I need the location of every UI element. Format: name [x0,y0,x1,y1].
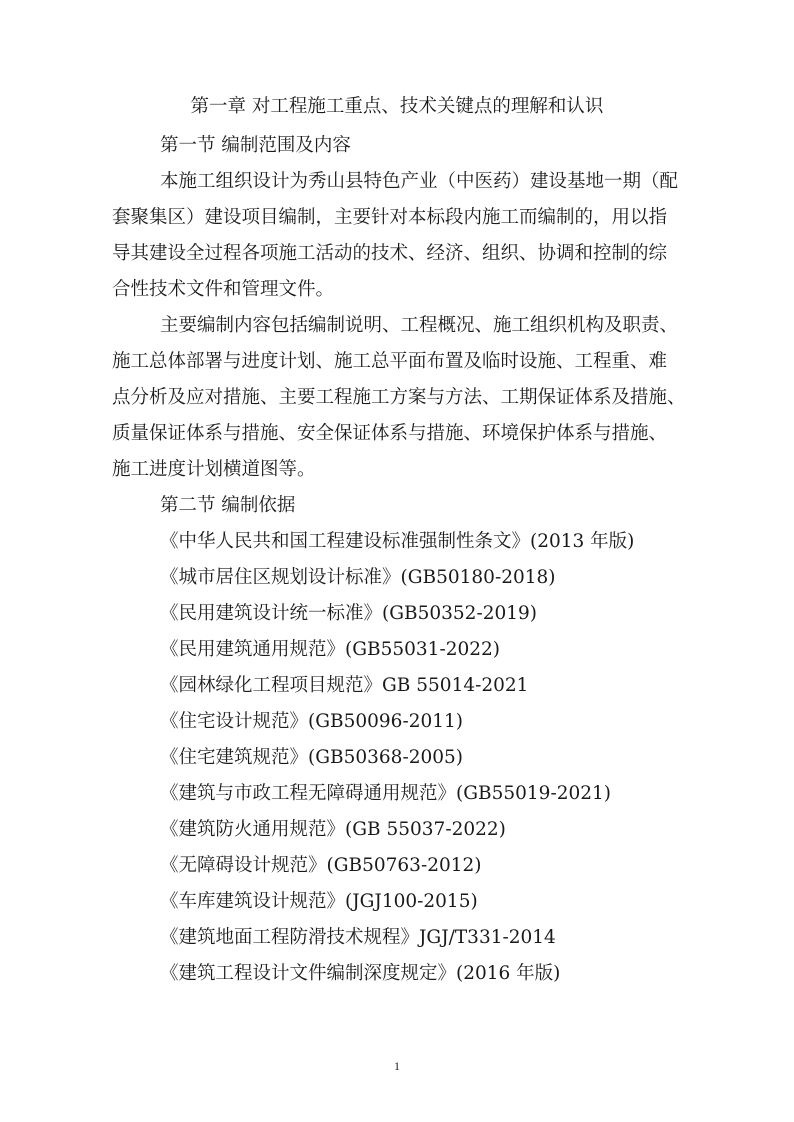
reference-item: 《住宅建筑规范》(GB50368-2005) [160,747,463,768]
reference-item: 《民用建筑设计统一标准》(GB50352-2019) [160,603,537,624]
reference-item: 《无障碍设计规范》(GB50763-2012) [160,855,482,876]
reference-item: 《民用建筑通用规范》(GB55031-2022) [160,639,500,660]
reference-item: 《建筑防火通用规范》(GB 55037-2022) [160,819,506,840]
paragraph-line: 套聚集区）建设项目编制，主要针对本标段内施工而编制的，用以指 [112,207,668,228]
reference-item: 《建筑工程设计文件编制深度规定》(2016 年版) [160,963,561,984]
paragraph-line: 本施工组织设计为秀山县特色产业（中医药）建设基地一期（配 [160,171,679,192]
reference-item: 《中华人民共和国工程建设标准强制性条文》(2013 年版) [160,531,635,552]
reference-item: 《城市居住区规划设计标准》(GB50180-2018) [160,567,556,588]
reference-item: 《建筑地面工程防滑技术规程》JGJ/T331-2014 [160,927,556,948]
reference-item: 《园林绿化工程项目规范》GB 55014-2021 [160,675,529,696]
paragraph-line: 质量保证体系与措施、安全保证体系与措施、环境保护体系与措施、 [112,423,668,444]
paragraph-line: 导其建设全过程各项施工活动的技术、经济、组织、协调和控制的综 [112,243,668,264]
chapter-title: 第一章 对工程施工重点、技术关键点的理解和认识 [190,96,604,117]
paragraph-line: 施工总体部署与进度计划、施工总平面布置及临时设施、工程重、难 [112,351,668,372]
paragraph-line: 施工进度计划横道图等。 [112,459,316,480]
reference-item: 《车库建筑设计规范》(JGJ100-2015) [160,891,478,912]
reference-item: 《建筑与市政工程无障碍通用规范》(GB55019-2021) [160,783,611,804]
paragraph-line: 点分析及应对措施、主要工程施工方案与方法、工期保证体系及措施、 [112,387,686,408]
reference-item: 《住宅设计规范》(GB50096-2011) [160,711,463,732]
section-heading-basis: 第二节 编制依据 [160,495,296,516]
paragraph-line: 主要编制内容包括编制说明、工程概况、施工组织机构及职责、 [160,315,679,336]
paragraph-line: 合性技术文件和管理文件。 [112,279,335,300]
section-heading-scope: 第一节 编制范围及内容 [160,135,351,156]
page-number: 1 [394,1059,400,1073]
